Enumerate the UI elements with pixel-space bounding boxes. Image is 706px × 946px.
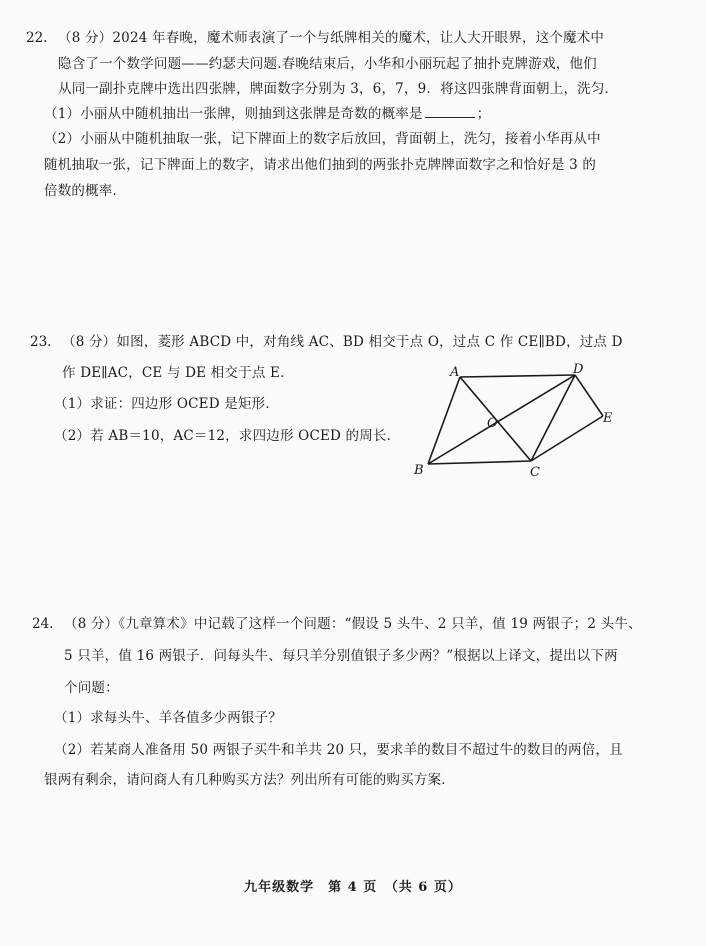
question-22-line-3: 从同一副扑克牌中选出四张牌，牌面数字分别为 3，6，7，9．将这四张牌背面朝上，洗匀． bbox=[58, 81, 619, 97]
question-24-line-2: 5 只羊，值 16 两银子．问每头牛、每只羊分别值银子多少两？”根据以上译文，提出以下两 bbox=[64, 648, 618, 664]
page-footer: 九年级数学 第 4 页 （共 6 页） bbox=[244, 880, 462, 895]
question-22-part-2-line-1: （2）小丽从中随机抽取一张，记下牌面上的数字后放回，背面朝上，洗匀，接着小华再从中 bbox=[44, 131, 601, 147]
label-b: B bbox=[414, 463, 424, 478]
label-a: A bbox=[450, 365, 460, 380]
question-23-line-2: 作 DE∥AC，CE 与 DE 相交于点 E． bbox=[62, 365, 294, 381]
question-23-part-2: （2）若 AB＝10，AC＝12，求四边形 OCED 的周长． bbox=[54, 428, 401, 444]
question-22-number: 22. bbox=[26, 30, 48, 46]
question-22-part-1-end: ； bbox=[476, 106, 491, 122]
question-23-number: 23. bbox=[30, 334, 52, 350]
question-22-line-2: 隐含了一个数学问题——约瑟夫问题.春晚结束后，小华和小丽玩起了抽扑克牌游戏，他们 bbox=[58, 56, 597, 72]
question-24-line-1: （8 分）《九章算术》中记载了这样一个问题：“假设 5 头牛、2 只羊，值 19 两银子；2 头牛、 bbox=[64, 616, 642, 632]
question-24-number: 24. bbox=[32, 616, 54, 632]
segment-cb bbox=[428, 461, 531, 464]
answer-blank bbox=[425, 105, 475, 118]
segment-ba bbox=[428, 377, 460, 464]
question-24-part-2-line-2: 银两有剩余，请问商人有几种购买方法？列出所有可能的购买方案． bbox=[44, 772, 455, 788]
rhombus-figure bbox=[410, 362, 613, 482]
question-24-part-2-line-1: （2）若某商人准备用 50 两银子买牛和羊共 20 只，要求羊的数目不超过牛的数目的两倍，且 bbox=[54, 742, 623, 758]
question-22-line-1: （8 分）2024 年春晚，魔术师表演了一个与纸牌相关的魔术，让人大开眼界，这个魔术中 bbox=[58, 30, 605, 46]
question-23-line-1: （8 分）如图，菱形 ABCD 中，对角线 AC、BD 相交于点 O，过点 C 作 CE∥BD，过点 D bbox=[62, 334, 623, 350]
segment-de bbox=[575, 375, 603, 416]
label-e: E bbox=[603, 411, 613, 426]
label-o: O bbox=[487, 416, 498, 431]
question-22-part-2-line-3: 倍数的概率． bbox=[44, 183, 127, 199]
question-23-part-1: （1）求证：四边形 OCED 是矩形． bbox=[54, 396, 280, 412]
label-d: D bbox=[573, 362, 584, 377]
question-22-part-2-line-2: 随机抽取一张，记下牌面上的数字，请求出他们抽到的两张扑克牌牌面数字之和恰好是 3 的 bbox=[44, 157, 597, 173]
segment-ad bbox=[460, 375, 575, 377]
question-22-part-1 bbox=[44, 104, 490, 124]
question-22-part-1-text: （1）小丽从中随机抽出一张牌，则抽到这张牌是奇数的概率是 bbox=[44, 106, 423, 122]
question-24-line-3: 个问题： bbox=[64, 680, 119, 696]
question-24-part-1: （1）求每头牛、羊各值多少两银子？ bbox=[54, 710, 282, 726]
label-c: C bbox=[530, 465, 540, 480]
